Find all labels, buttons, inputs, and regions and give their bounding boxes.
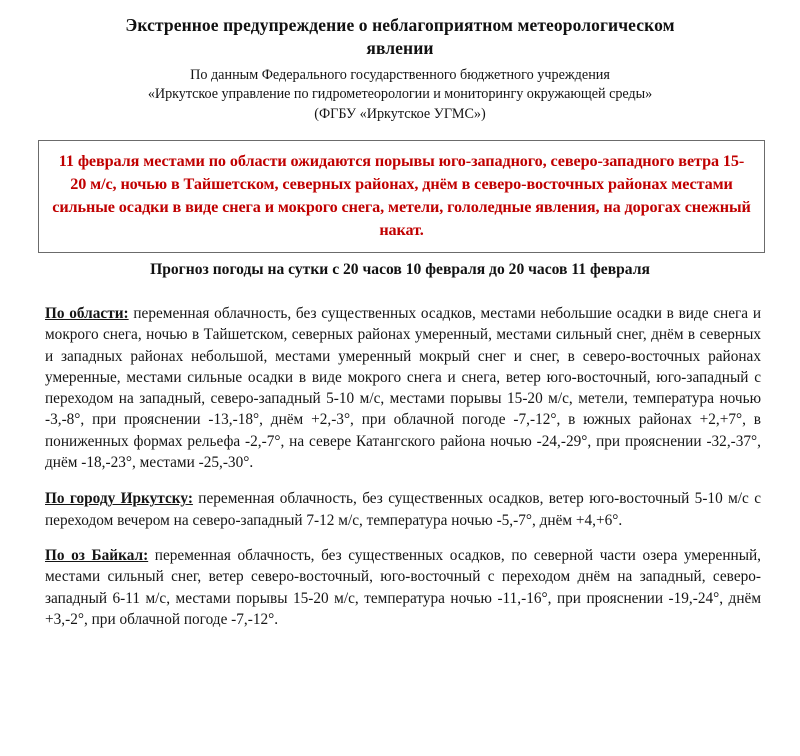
forecast-section-city	[45, 488, 761, 531]
section-label-lake: По оз Байкал:	[45, 546, 149, 564]
section-label-city: По городу Иркутску:	[45, 490, 193, 508]
section-text-city: переменная облачность, без существенных осадков, ветер юго-восточный 5-10 м/с с переходом вечером на северо-западный 7-12 м/с, температура ночью -5,-7°, днём +4,+6°.	[45, 490, 761, 529]
authority-line-2: «Иркутское управление по гидрометеорологии и мониторингу окружающей среды»	[147, 86, 653, 103]
issuing-authority	[90, 66, 710, 125]
section-text-region: переменная облачность, без существенных осадков, местами небольшие осадки в виде снега и мокрого снега, ночью в Тайшетском, северных районах умеренный, местами сильный снег, днём в северных и западных районах небольшой, местами умеренный мокрый снег и снег, в северо-восточных районах умеренные, местами сильные осадки в виде мокрого снега и снега, ветер юго-восточный, юго-западный с переходом на западный, северо-западный 5-10 м/с, местами порывы 15-20 м/с, метели, температура ночью -3,-8°, при прояснении -13,-18°, днём +2,-3°, при облачной погоде -7,-12°, в южных районах +2,+7°, в пониженных формах рельефа -2,-7°, на севере Катангского района ночью -24,-29°, при прояснении -32,-37°, днём -18,-23°, местами -25,-30°.	[45, 305, 762, 472]
emergency-warning-box	[38, 140, 765, 253]
forecast-section-region	[45, 303, 761, 473]
authority-line-1: По данным Федерального государственного бюджетного учреждения	[190, 66, 610, 83]
document-header	[0, 0, 800, 124]
forecast-period-headline: Прогноз погоды на сутки с 20 часов 10 февраля до 20 часов 11 февраля	[150, 261, 650, 278]
section-text-lake: переменная облачность, без существенных осадков, по северной части озера умеренный, местами сильный снег, ветер северо-восточный, юго-восточный с переходом днём на западный, северо-западный 6-11 м/с, местами порывы 15-20 м/с, температура ночью -11,-16°, при прояснении -19,-24°, днём +3,-2°, при облачной погоде -7,-12°.	[45, 546, 762, 628]
forecast-section-lake	[45, 545, 761, 630]
authority-line-3: (ФГБУ «Иркутское УГМС»)	[314, 105, 486, 122]
forecast-body	[45, 303, 761, 630]
section-label-region: По области:	[45, 305, 129, 322]
emergency-warning-text: 11 февраля местами по области ожидаются порывы юго-западного, северо-западного ветра 15-20 м/с, ночью в Тайшетском, северных районах, днём в северо-восточных районах местами сильные осадки в виде снега и мокрого снега, метели, гололедные явления, на дорогах снежный накат.	[52, 152, 751, 239]
page-title: Экстренное предупреждение о неблагоприятном метеорологическом явлении	[125, 15, 675, 58]
